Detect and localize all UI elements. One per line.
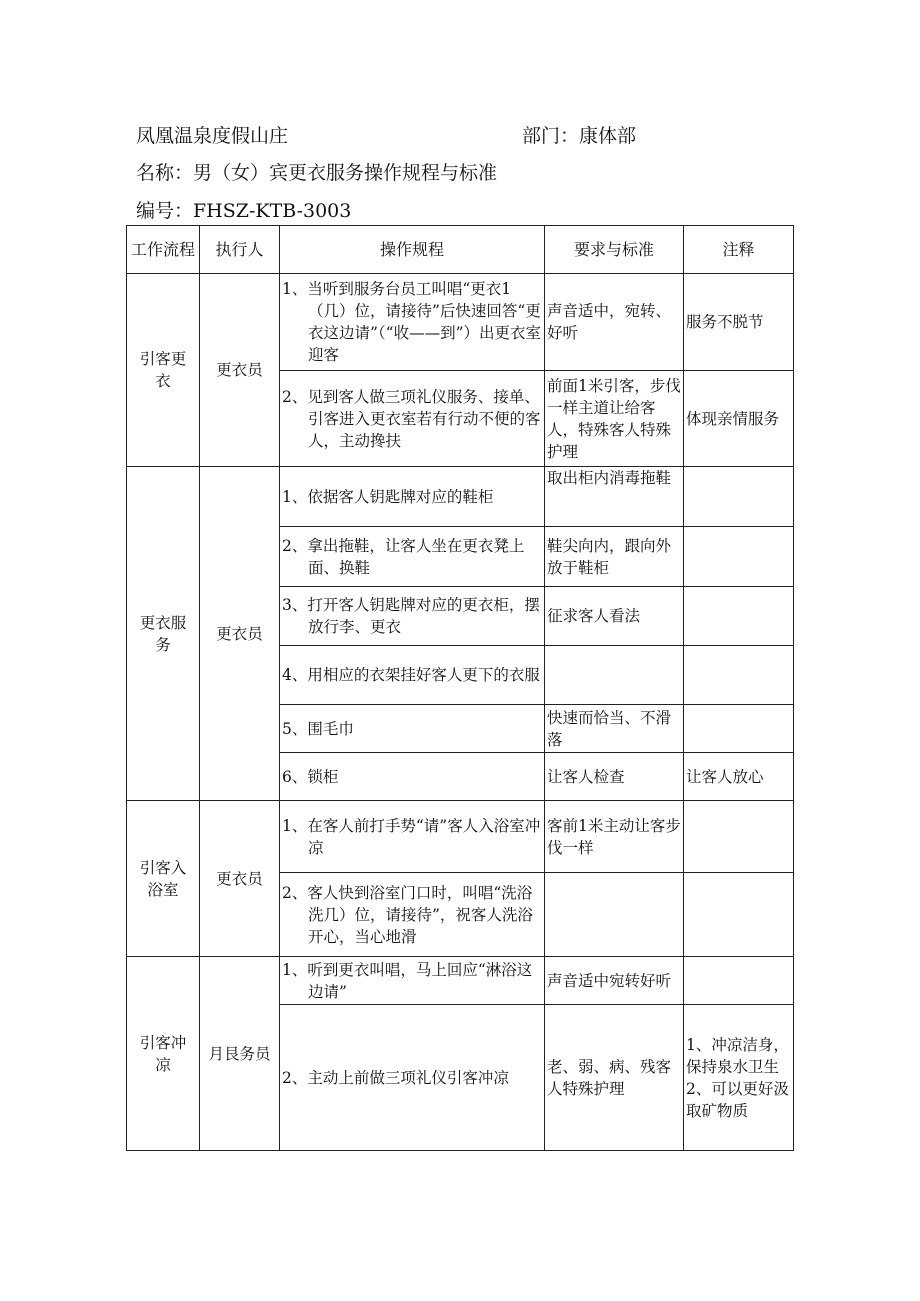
note-cell bbox=[684, 957, 794, 1005]
document-title: 名称：男（女）宾更衣服务操作规程与标准 bbox=[136, 162, 498, 184]
requirement-cell: 让客人检查 bbox=[545, 753, 684, 801]
requirement-cell: 老、弱、病、残客人特殊护理 bbox=[545, 1005, 684, 1151]
note-cell bbox=[684, 527, 794, 587]
note-cell bbox=[684, 801, 794, 873]
procedure-table bbox=[126, 225, 794, 1151]
note-cell bbox=[684, 467, 794, 527]
requirement-cell bbox=[545, 646, 684, 705]
requirement-cell: 征求客人看法 bbox=[545, 587, 684, 646]
step-cell: 5、围毛巾 bbox=[280, 705, 545, 753]
document-code: 编号：FHSZ-KTB-3003 bbox=[136, 200, 352, 222]
flow-cell: 引客入浴室 bbox=[127, 801, 200, 957]
table-header-row bbox=[127, 226, 794, 274]
company-name: 凤凰温泉度假山庄 bbox=[136, 125, 289, 147]
note-cell: 体现亲情服务 bbox=[684, 371, 794, 467]
note-cell bbox=[684, 646, 794, 705]
note-cell: 服务不脱节 bbox=[684, 274, 794, 371]
step-cell: 1、听到更衣叫唱，马上回应“淋浴这边请” bbox=[280, 957, 545, 1005]
flow-cell: 更衣服务 bbox=[127, 467, 200, 801]
requirement-cell: 客前1米主动让客步伐一样 bbox=[545, 801, 684, 873]
note-cell: 让客人放心 bbox=[684, 753, 794, 801]
note-cell: 1、冲凉洁身，保持泉水卫生 2、可以更好汲取矿物质 bbox=[684, 1005, 794, 1151]
step-cell: 1、依据客人钥匙牌对应的鞋柜 bbox=[280, 467, 545, 527]
requirement-cell: 鞋尖向内，跟向外放于鞋柜 bbox=[545, 527, 684, 587]
step-cell: 1、在客人前打手势“请”客人入浴室冲凉 bbox=[280, 801, 545, 873]
col-header-flow: 工作流程 bbox=[127, 226, 200, 274]
col-header-steps: 操作规程 bbox=[280, 226, 545, 274]
col-header-requirements: 要求与标准 bbox=[545, 226, 684, 274]
col-header-notes: 注释 bbox=[684, 226, 794, 274]
flow-cell: 引客冲凉 bbox=[127, 957, 200, 1151]
step-cell: 2、见到客人做三项礼仪服务、接单、引客进入更衣室若有行动不便的客人，主动搀扶 bbox=[280, 371, 545, 467]
step-cell: 3、打开客人钥匙牌对应的更衣柜，摆放行李、更衣 bbox=[280, 587, 545, 646]
table-row bbox=[127, 957, 794, 1005]
executor-cell: 月艮务员 bbox=[200, 957, 280, 1151]
requirement-cell: 声音适中宛转好听 bbox=[545, 957, 684, 1005]
requirement-cell: 声音适中，宛转、好听 bbox=[545, 274, 684, 371]
requirement-cell: 前面1米引客，步伐一样主道让给客人，特殊客人特殊护理 bbox=[545, 371, 684, 467]
step-cell: 2、主动上前做三项礼仪引客冲凉 bbox=[280, 1005, 545, 1151]
note-cell bbox=[684, 873, 794, 957]
executor-cell: 更衣员 bbox=[200, 274, 280, 467]
executor-cell: 更衣员 bbox=[200, 801, 280, 957]
step-cell: 2、拿出拖鞋，让客人坐在更衣凳上面、换鞋 bbox=[280, 527, 545, 587]
table-row bbox=[127, 467, 794, 527]
step-cell: 2、客人快到浴室门口时，叫唱“洗浴洗几）位，请接待”，祝客人洗浴开心，当心地滑 bbox=[280, 873, 545, 957]
executor-cell: 更衣员 bbox=[200, 467, 280, 801]
step-cell: 1、当听到服务台员工叫唱“更衣1（几）位，请接待”后快速回答“更衣这边请”（“收——到”）出更衣室迎客 bbox=[280, 274, 545, 371]
note-cell bbox=[684, 587, 794, 646]
table-row bbox=[127, 801, 794, 873]
col-header-executor: 执行人 bbox=[200, 226, 280, 274]
flow-cell: 引客更衣 bbox=[127, 274, 200, 467]
requirement-cell: 快速而恰当、不滑落 bbox=[545, 705, 684, 753]
requirement-cell: 取出柜内消毒拖鞋 bbox=[545, 467, 684, 527]
table-row bbox=[127, 274, 794, 371]
step-cell: 6、锁柜 bbox=[280, 753, 545, 801]
step-cell: 4、用相应的衣架挂好客人更下的衣服 bbox=[280, 646, 545, 705]
requirement-cell bbox=[545, 873, 684, 957]
note-cell bbox=[684, 705, 794, 753]
department-label: 部门：康体部 bbox=[522, 125, 637, 147]
